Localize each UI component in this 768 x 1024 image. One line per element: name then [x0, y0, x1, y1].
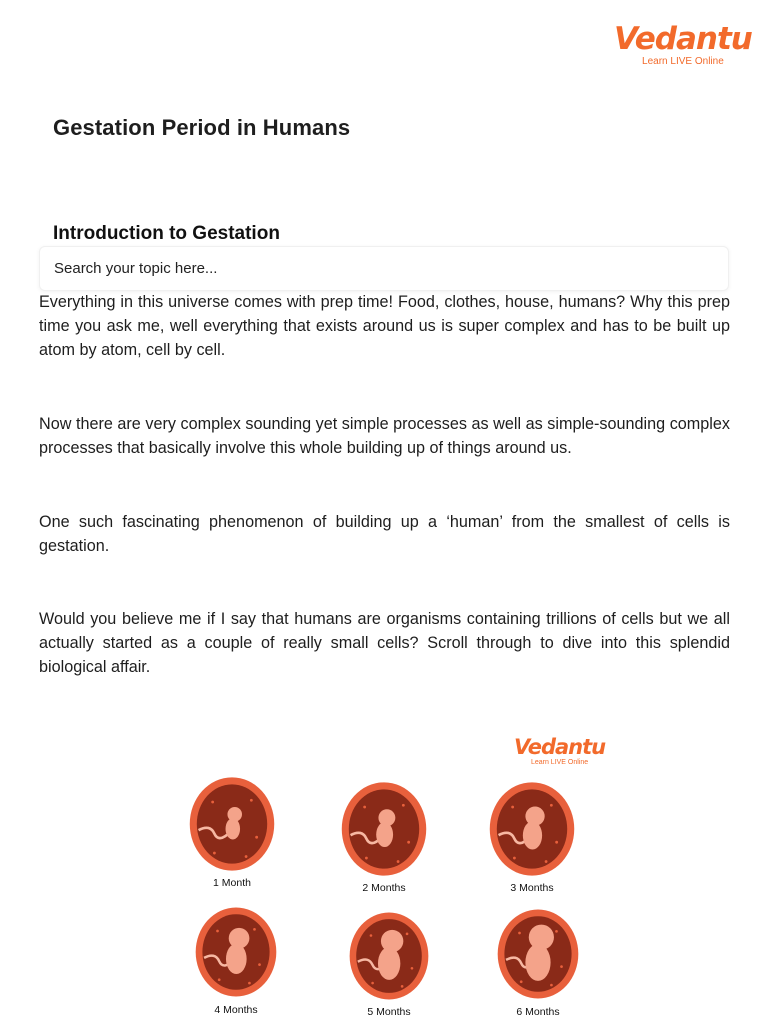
stage-6: [496, 906, 580, 1018]
page-title: Gestation Period in Humans: [53, 115, 351, 140]
logo-wordmark: Vedantu: [614, 21, 752, 57]
womb-illustration: [348, 910, 430, 1002]
section-heading: Introduction to Gestation: [53, 223, 280, 244]
stage-label: 2 Months: [362, 882, 406, 894]
stage-label: 4 Months: [214, 1004, 258, 1016]
figure-logo-wordmark: Vedantu: [514, 735, 606, 759]
stage-label: 6 Months: [516, 1006, 560, 1018]
paragraph-2: Now there are very complex sounding yet simple processes as well as simple-sounding complex processes that basically involve this whole building up of things around us.: [39, 415, 730, 457]
stage-label: 1 Month: [213, 877, 251, 889]
figure-logo: [514, 736, 605, 767]
search-input[interactable]: [40, 247, 694, 290]
fetal-development-figure: [180, 730, 606, 1024]
figure-logo-tagline: Learn LIVE Online: [530, 759, 589, 766]
search-box[interactable]: [39, 246, 729, 291]
vedantu-logo[interactable]: [614, 22, 752, 68]
womb-illustration: [188, 775, 276, 873]
stage-2: [340, 780, 428, 894]
logo-tagline: Learn LIVE Online: [642, 56, 724, 67]
stage-3: [488, 780, 576, 894]
stage-4: [194, 904, 278, 1016]
womb-illustration: [496, 906, 580, 1002]
paragraph-1: Everything in this universe comes with prep time! Food, clothes, house, humans? Why this prep time you ask me, well everything that exists around us is super complex and has to be built up atom by atom, cell by cell.: [39, 293, 730, 359]
stage-label: 5 Months: [367, 1006, 411, 1018]
womb-illustration: [194, 904, 278, 1000]
womb-illustration: [488, 780, 576, 878]
paragraph-3: One such fascinating phenomenon of building up a ‘human’ from the smallest of cells is gestation.: [39, 513, 730, 555]
stage-1: [188, 775, 276, 889]
stage-5: [348, 910, 430, 1018]
paragraph-4: Would you believe me if I say that humans are organisms containing trillions of cells but we all actually started as a couple of really small cells? Scroll through to dive into this splendid biological affair.: [39, 610, 730, 676]
womb-illustration: [340, 780, 428, 878]
stage-label: 3 Months: [510, 882, 554, 894]
